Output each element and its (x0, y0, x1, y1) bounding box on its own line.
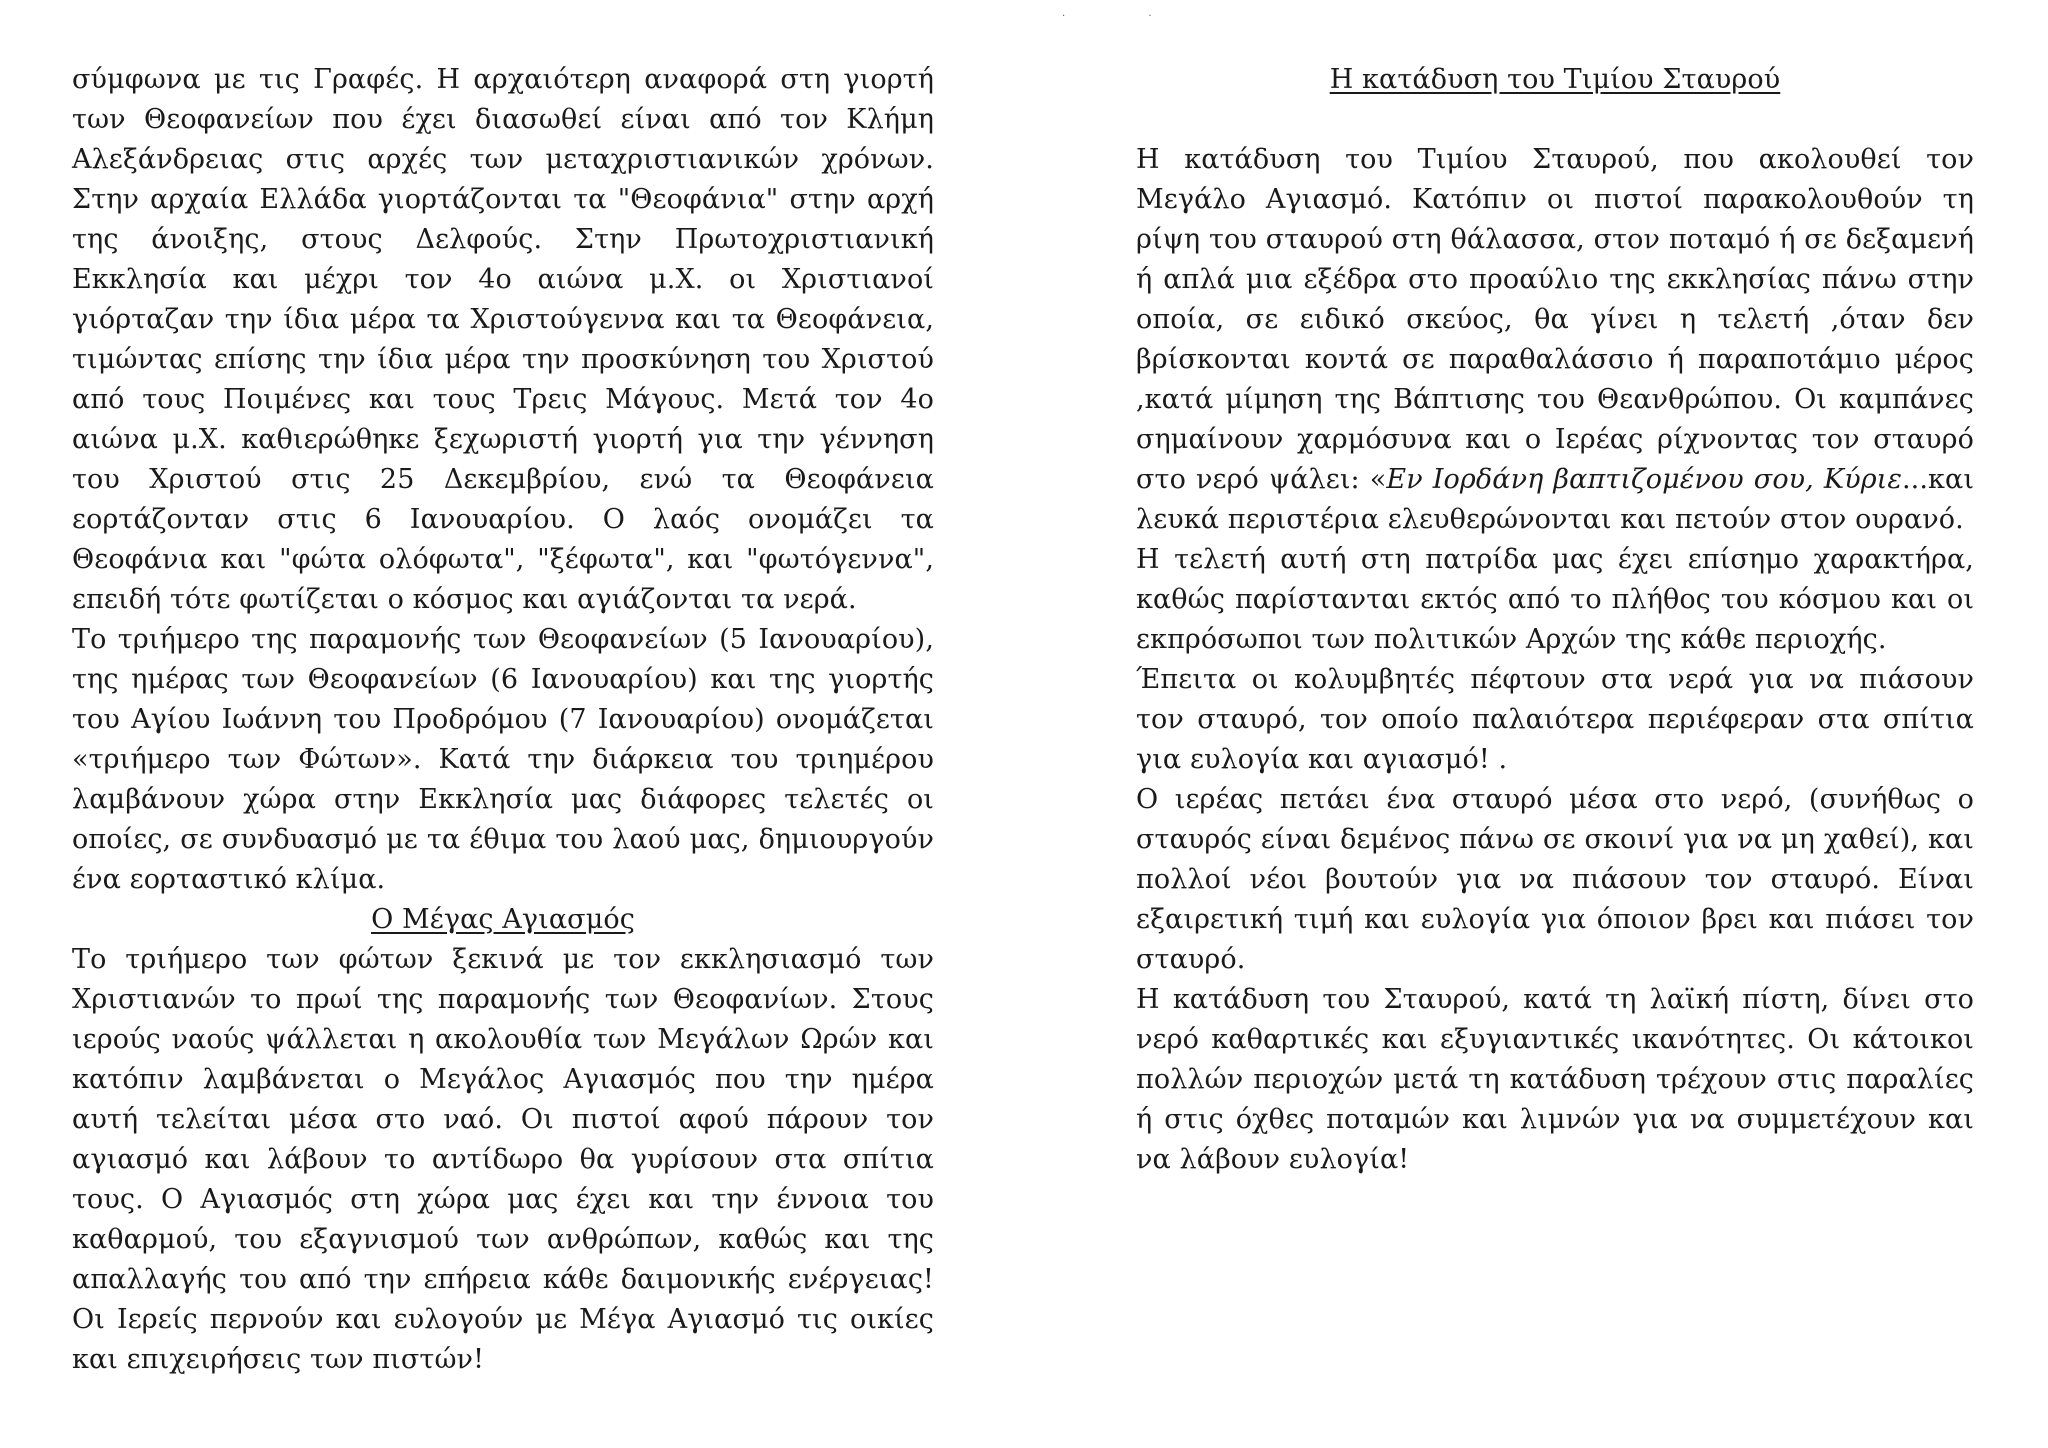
scan-marks: . . (1062, 8, 1192, 19)
section-heading-cross-immersion: Η κατάδυση του Τιμίου Σταυρού (1329, 64, 1781, 95)
section-heading-great-blessing: Ο Μέγας Αγιασμός (371, 904, 635, 935)
heading-spacer (1136, 100, 1974, 140)
paragraph-text-before-hymn: Η κατάδυση του Τιμίου Σταυρού, που ακολουθεί τον Μεγάλο Αγιασμό. Κατόπιν οι πιστοί παρακολουθούν τη ρίψη του σταυρού στη θάλασσα, στον ποταμό ή σε δεξαμενή ή απλά μια εξέδρα στο προαύλιο της εκκλησίας πάνω στην οποία, σε ειδικό σκεύος, θα γίνει η τελετή ,όταν δεν βρίσκονται κοντά σε παραθαλάσσιο ή παραποτάμιο μέρος ,κατά μίμηση της Βάπτισης του Θεανθρώπου. Οι καμπάνες σημαίνουν χαρμόσυνα και ο Ιερέας ρίχνοντας τον σταυρό στο νερό ψάλει: « (1136, 144, 1974, 495)
left-paragraph-theophany-history: σύμφωνα με τις Γραφές. Η αρχαιότερη αναφορά στη γιορτή των Θεοφανείων που έχει διασωθεί είναι από τον Κλήμη Αλεξάνδρειας στις αρχές των μεταχριστιανικών χρόνων. Στην αρχαία Ελλάδα γιορτάζονται τα "Θεοφάνια" στην αρχή της άνοιξης, στους Δελφούς. Στην Πρωτοχριστιανική Εκκλησία και μέχρι τον 4ο αιώνα μ.Χ. οι Χριστιανοί γιόρταζαν την ίδια μέρα τα Χριστούγεννα και τα Θεοφάνεια, τιμώντας επίσης την ίδια μέρα την προσκύνηση του Χριστού από τους Ποιμένες και τους Τρεις Μάγους. Μετά τον 4ο αιώνα μ.Χ. καθιερώθηκε ξεχωριστή γιορτή για την γέννηση του Χριστού στις 25 Δεκεμβρίου, ενώ τα Θεοφάνεια εορτάζονταν στις 6 Ιανουαρίου. Ο λαός ονομάζει τα Θεοφάνια και "φώτα ολόφωτα", "ξέφωτα", και "φωτόγεννα", επειδή τότε φωτίζεται ο κόσμος και αγιάζονται τα νερά. (72, 64, 934, 615)
right-paragraph-swimmers: Έπειτα οι κολυμβητές πέφτουν στα νερά για να πιάσουν τον σταυρό, τον οποίο παλαιότερα περιέφεραν στα σπίτια για ευλογία και αγιασμό! . (1136, 664, 1974, 775)
left-page-column (72, 60, 934, 1380)
right-paragraph-cross-immersion (1136, 140, 1974, 540)
left-paragraph-great-blessing: Το τριήμερο των φώτων ξεκινά με τον εκκλησιασμό των Χριστιανών το πρωί της παραμονής των Θεοφανίων. Στους ιερούς ναούς ψάλλεται η ακολουθία των Μεγάλων Ωρών και κατόπιν λαμβάνεται ο Μεγάλος Αγιασμός που την ημέρα αυτή τελείται μέσα στο ναό. Οι πιστοί αφού πάρουν τον αγιασμό και λάβουν το αντίδωρο θα γυρίσουν στα σπίτια τους. Ο Αγιασμός στη χώρα μας έχει και την έννοια του καθαρμού, του εξαγνισμού των ανθρώπων, καθώς και της απαλλαγής του από την επήρεια κάθε δαιμονικής ενέργειας! Οι Ιερείς περνούν και ευλογούν με Μέγα Αγιασμό τις οικίες και επιχειρήσεις των πιστών! (72, 944, 934, 1375)
right-paragraph-folk-belief: Η κατάδυση του Σταυρού, κατά τη λαϊκή πίστη, δίνει στο νερό καθαρτικές και εξυγιαντικές ικανότητες. Οι κάτοικοι πολλών περιοχών μετά τη κατάδυση τρέχουν στις παραλίες ή στις όχθες ποταμών και λιμνών για να συμμετέχουν και να λάβουν ευλογία! (1136, 984, 1974, 1175)
left-paragraph-three-days-of-lights: Το τριήμερο της παραμονής των Θεοφανείων (5 Ιανουαρίου), της ημέρας των Θεοφανείων (6 Ιανουαρίου) και της γιορτής του Αγίου Ιωάννη του Προδρόμου (7 Ιανουαρίου) ονομάζεται «τριήμερο των Φώτων». Κατά την διάρκεια του τριημέρου λαμβάνουν χώρα στην Εκκλησία μας διάφορες τελετές οι οποίες, σε συνδυασμό με τα έθιμα του λαού μας, δημιουργούν ένα εορταστικό κλίμα. (72, 624, 934, 895)
right-paragraph-priest-throws-cross: Ο ιερέας πετάει ένα σταυρό μέσα στο νερό, (συνήθως ο σταυρός είναι δεμένος πάνω σε σκοινί για να μη χαθεί), και πολλοί νέοι βουτούν για να πιάσουν τον σταυρό. Είναι εξαιρετική τιμή και ευλογία για όποιον βρει και πιάσει τον σταυρό. (1136, 784, 1974, 975)
right-paragraph-official-character: Η τελετή αυτή στη πατρίδα μας έχει επίσημο χαρακτήρα, καθώς παρίστανται εκτός από το πλήθος του κόσμου και οι εκπρόσωποι των πολιτικών Αρχών της κάθε περιοχής. (1136, 544, 1974, 655)
hymn-quote: Εν Ιορδάνη βαπτιζομένου σου, Κύριε (1386, 464, 1902, 495)
paragraph-text-after-hymn: ...και λευκά περιστέρια ελευθερώνονται και πετούν στον ουρανό. (1136, 464, 1975, 535)
right-page-column (1136, 60, 1974, 1180)
